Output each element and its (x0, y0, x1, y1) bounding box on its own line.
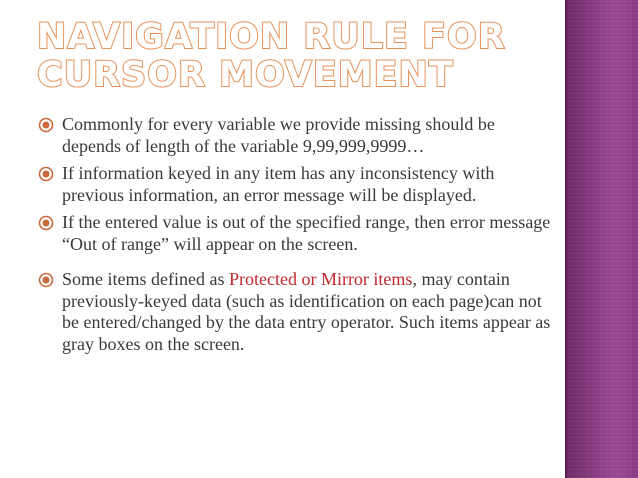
bullet-text-end: , may contain previously-keyed data (such as identification on each page)can not be entered/changed by the data entry operator. Such items appear as gray boxes on the screen. (62, 269, 551, 354)
bullet-text: Commonly for every variable we provide missing should be depends of length of the variable 9,99,999,9999… (62, 114, 495, 156)
bullet-text: If information keyed in any item has any inconsistency with previous information, an error message will be displayed. (62, 163, 495, 205)
bullet-text-start: Some items defined as (62, 269, 229, 289)
circle-bullet-icon (38, 272, 54, 288)
title-line-2: CURSOR MOVEMENT (37, 55, 454, 95)
circle-bullet-icon (38, 117, 54, 133)
circle-bullet-icon (38, 166, 54, 182)
sidebar-texture (567, 0, 638, 478)
bullet-item (38, 114, 558, 157)
bullet-list (38, 114, 558, 361)
slide-title (37, 18, 557, 94)
bullet-item (38, 212, 558, 255)
bullet-item (38, 163, 558, 206)
circle-bullet-icon (38, 215, 54, 231)
bullet-text: If the entered value is out of the specified range, then error message “Out of range” will appear on the screen. (62, 212, 551, 254)
bullet-item (38, 269, 558, 355)
highlighted-term: Protected or Mirror items (228, 269, 413, 289)
decorative-sidebar (567, 0, 638, 478)
title-line-1: NAVIGATION RULE FOR (37, 17, 506, 57)
